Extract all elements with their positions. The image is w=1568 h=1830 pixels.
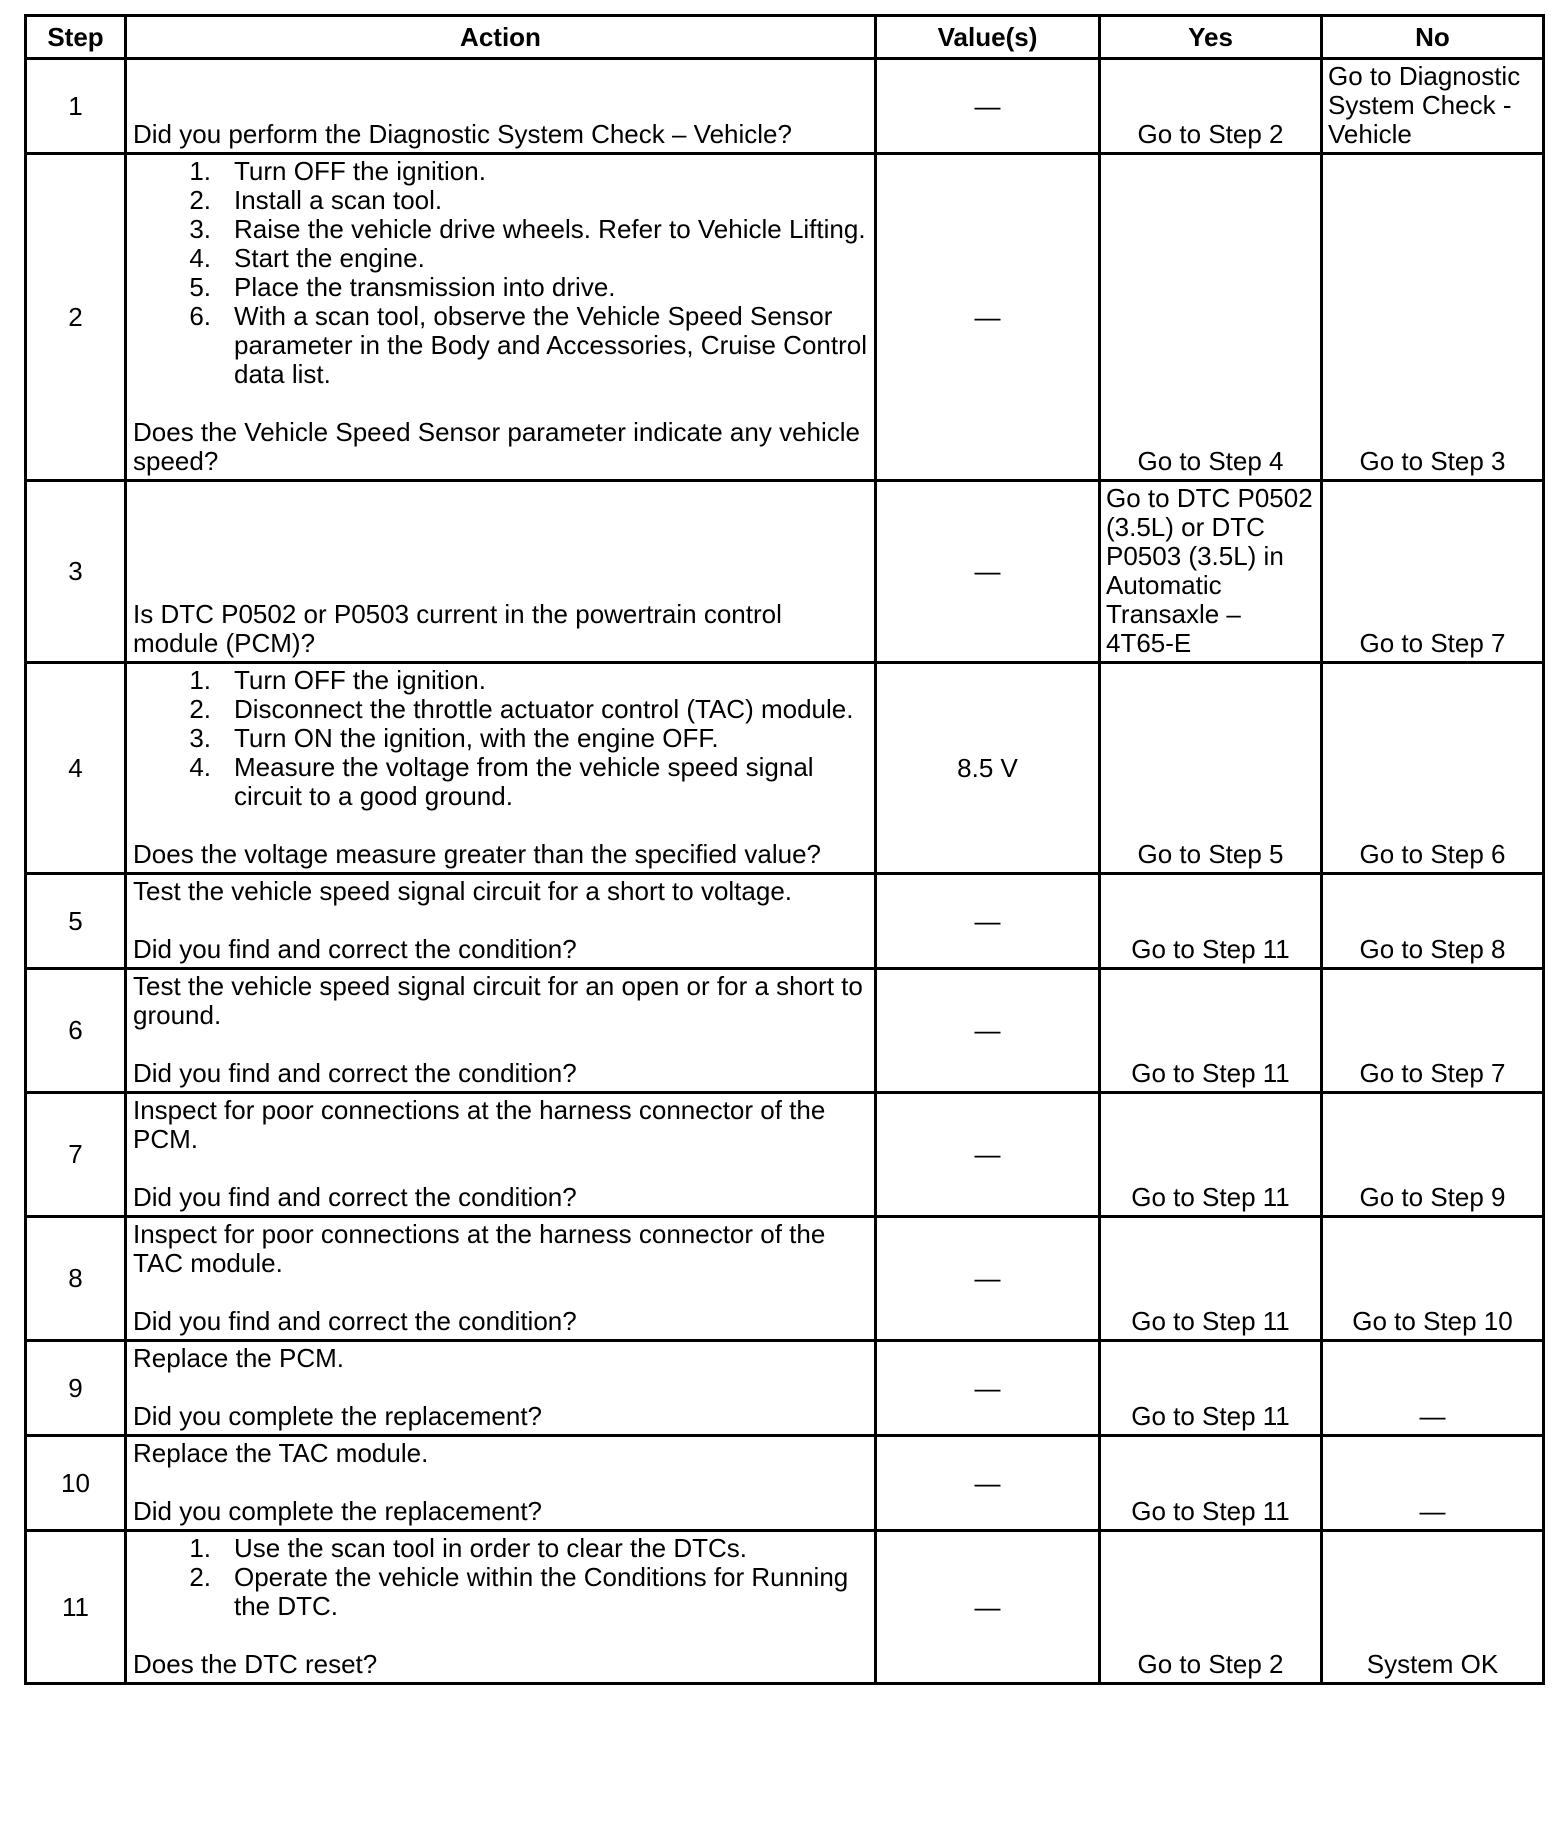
step-number-cell: 6 [26, 969, 126, 1093]
action-content [133, 484, 868, 658]
no-cell: System OK [1322, 1531, 1544, 1684]
action-cell [126, 874, 876, 969]
action-step-number: 1. [189, 665, 211, 695]
value-cell: — [876, 59, 1100, 154]
yes-cell: Go to Step 11 [1100, 1436, 1322, 1531]
action-step-item [133, 273, 868, 302]
action-step-number: 3. [189, 214, 211, 244]
action-content [133, 877, 868, 964]
action-steps-list [133, 157, 868, 389]
action-cell [126, 1531, 876, 1684]
table-row [26, 59, 1544, 154]
table-row [26, 663, 1544, 874]
header-no: No [1322, 16, 1544, 59]
action-top [133, 1439, 868, 1468]
action-top [133, 1534, 868, 1621]
action-instruction: Inspect for poor connections at the harness connector of the TAC module. [133, 1219, 826, 1278]
value-cell: 8.5 V [876, 663, 1100, 874]
action-step-text: Start the engine. [234, 243, 425, 273]
table-body [26, 59, 1544, 1684]
action-step-text: Use the scan tool in order to clear the DTCs. [234, 1533, 748, 1563]
value-cell: — [876, 969, 1100, 1093]
action-content [133, 1220, 868, 1336]
action-step-item [133, 1534, 868, 1563]
action-step-text: With a scan tool, observe the Vehicle Speed Sensor parameter in the Body and Accessories, Cruise Control data list. [234, 301, 867, 389]
action-step-number: 6. [189, 301, 211, 331]
action-step-text: Install a scan tool. [234, 185, 443, 215]
header-step: Step [26, 16, 126, 59]
action-content [133, 666, 868, 869]
action-spacer [133, 1373, 868, 1402]
value-cell: — [876, 1217, 1100, 1341]
step-number-cell: 2 [26, 154, 126, 481]
action-spacer [133, 1621, 868, 1650]
action-top [133, 666, 868, 811]
header-values: Value(s) [876, 16, 1100, 59]
action-spacer [133, 1030, 868, 1059]
diagnostic-table [24, 14, 1545, 1685]
action-question: Did you perform the Diagnostic System Check – Vehicle? [133, 119, 792, 149]
action-spacer [133, 389, 868, 418]
action-step-number: 4. [189, 752, 211, 782]
yes-cell: Go to Step 11 [1100, 1093, 1322, 1217]
action-step-text: Disconnect the throttle actuator control (TAC) module. [234, 694, 854, 724]
action-cell [126, 1217, 876, 1341]
action-step-text: Turn ON the ignition, with the engine OFF. [234, 723, 719, 753]
action-instruction: Test the vehicle speed signal circuit for an open or for a short to ground. [133, 971, 863, 1030]
action-cell [126, 969, 876, 1093]
table-row [26, 969, 1544, 1093]
action-question: Did you find and correct the condition? [133, 934, 577, 964]
table-row [26, 1217, 1544, 1341]
action-content [133, 1534, 868, 1679]
action-step-item [133, 753, 868, 811]
no-cell: Go to Step 7 [1322, 969, 1544, 1093]
no-cell: — [1322, 1436, 1544, 1531]
table-row [26, 1093, 1544, 1217]
step-number-cell: 7 [26, 1093, 126, 1217]
value-cell: — [876, 481, 1100, 663]
action-steps-list [133, 1534, 868, 1621]
action-cell [126, 663, 876, 874]
table-row [26, 1341, 1544, 1436]
no-cell: Go to Step 6 [1322, 663, 1544, 874]
action-content [133, 1096, 868, 1212]
action-question: Did you complete the replacement? [133, 1401, 543, 1431]
step-number-cell: 4 [26, 663, 126, 874]
action-step-text: Turn OFF the ignition. [234, 156, 486, 186]
action-step-text: Turn OFF the ignition. [234, 665, 486, 695]
action-spacer [133, 1468, 868, 1497]
diagnostic-table-container [24, 14, 1545, 1685]
action-step-item [133, 695, 868, 724]
value-cell: — [876, 1341, 1100, 1436]
value-cell: — [876, 154, 1100, 481]
action-step-text: Measure the voltage from the vehicle speed signal circuit to a good ground. [234, 752, 814, 811]
yes-cell: Go to Step 11 [1100, 1217, 1322, 1341]
action-instruction: Replace the TAC module. [133, 1438, 429, 1468]
step-number-cell: 3 [26, 481, 126, 663]
action-cell [126, 154, 876, 481]
action-question: Did you complete the replacement? [133, 1496, 543, 1526]
action-step-number: 2. [189, 1562, 211, 1592]
action-step-item [133, 302, 868, 389]
action-top [133, 1220, 868, 1278]
yes-cell: Go to Step 11 [1100, 874, 1322, 969]
header-row [26, 16, 1544, 59]
action-content [133, 972, 868, 1088]
step-number-cell: 5 [26, 874, 126, 969]
value-cell: — [876, 1531, 1100, 1684]
yes-cell: Go to Step 11 [1100, 969, 1322, 1093]
table-row [26, 1531, 1544, 1684]
action-content [133, 1344, 868, 1431]
action-cell [126, 481, 876, 663]
action-step-item [133, 666, 868, 695]
value-cell: — [876, 1436, 1100, 1531]
yes-cell: Go to Step 2 [1100, 1531, 1322, 1684]
no-cell: Go to Step 7 [1322, 481, 1544, 663]
action-step-number: 3. [189, 723, 211, 753]
action-step-number: 2. [189, 185, 211, 215]
table-row [26, 481, 1544, 663]
action-top [133, 877, 868, 906]
action-top [133, 157, 868, 389]
header-action: Action [126, 16, 876, 59]
action-step-item [133, 186, 868, 215]
action-question: Did you find and correct the condition? [133, 1058, 577, 1088]
step-number-cell: 11 [26, 1531, 126, 1684]
no-cell: Go to Step 3 [1322, 154, 1544, 481]
no-cell: Go to Diagnostic System Check - Vehicle [1322, 59, 1544, 154]
action-top [133, 1096, 868, 1154]
action-content [133, 62, 868, 149]
action-question: Did you find and correct the condition? [133, 1306, 577, 1336]
action-step-number: 2. [189, 694, 211, 724]
action-step-item [133, 215, 868, 244]
action-cell [126, 59, 876, 154]
action-content [133, 1439, 868, 1526]
action-step-text: Place the transmission into drive. [234, 272, 616, 302]
step-number-cell: 8 [26, 1217, 126, 1341]
yes-cell: Go to Step 11 [1100, 1341, 1322, 1436]
action-step-number: 4. [189, 243, 211, 273]
action-step-item [133, 1563, 868, 1621]
action-spacer [133, 811, 868, 840]
action-cell [126, 1436, 876, 1531]
action-instruction: Test the vehicle speed signal circuit for a short to voltage. [133, 876, 793, 906]
action-step-number: 1. [189, 1533, 211, 1563]
action-step-text: Raise the vehicle drive wheels. Refer to Vehicle Lifting. [234, 214, 866, 244]
no-cell: Go to Step 10 [1322, 1217, 1544, 1341]
action-question: Is DTC P0502 or P0503 current in the powertrain control module (PCM)? [133, 599, 782, 658]
action-top [133, 1344, 868, 1373]
action-spacer [133, 1154, 868, 1183]
action-step-number: 1. [189, 156, 211, 186]
action-step-text: Operate the vehicle within the Conditions for Running the DTC. [234, 1562, 849, 1621]
yes-cell: Go to Step 5 [1100, 663, 1322, 874]
step-number-cell: 1 [26, 59, 126, 154]
value-cell: — [876, 1093, 1100, 1217]
action-question: Did you find and correct the condition? [133, 1182, 577, 1212]
table-row [26, 1436, 1544, 1531]
action-cell [126, 1093, 876, 1217]
step-number-cell: 9 [26, 1341, 126, 1436]
action-question: Does the Vehicle Speed Sensor parameter indicate any vehicle speed? [133, 417, 860, 476]
step-number-cell: 10 [26, 1436, 126, 1531]
no-cell: Go to Step 9 [1322, 1093, 1544, 1217]
action-top [133, 972, 868, 1030]
action-step-item [133, 157, 868, 186]
action-step-number: 5. [189, 272, 211, 302]
action-spacer [133, 1278, 868, 1307]
yes-cell: Go to Step 4 [1100, 154, 1322, 481]
action-cell [126, 1341, 876, 1436]
action-spacer [133, 906, 868, 935]
action-content [133, 157, 868, 476]
no-cell: Go to Step 8 [1322, 874, 1544, 969]
no-cell: — [1322, 1341, 1544, 1436]
action-question: Does the DTC reset? [133, 1649, 378, 1679]
table-row [26, 874, 1544, 969]
action-instruction: Replace the PCM. [133, 1343, 344, 1373]
yes-cell: Go to Step 2 [1100, 59, 1322, 154]
table-row [26, 154, 1544, 481]
action-step-item [133, 724, 868, 753]
action-steps-list [133, 666, 868, 811]
action-question: Does the voltage measure greater than the specified value? [133, 839, 821, 869]
action-step-item [133, 244, 868, 273]
value-cell: — [876, 874, 1100, 969]
action-instruction: Inspect for poor connections at the harness connector of the PCM. [133, 1095, 826, 1154]
header-yes: Yes [1100, 16, 1322, 59]
yes-cell: Go to DTC P0502 (3.5L) or DTC P0503 (3.5L) in Automatic Transaxle – 4T65-E [1100, 481, 1322, 663]
